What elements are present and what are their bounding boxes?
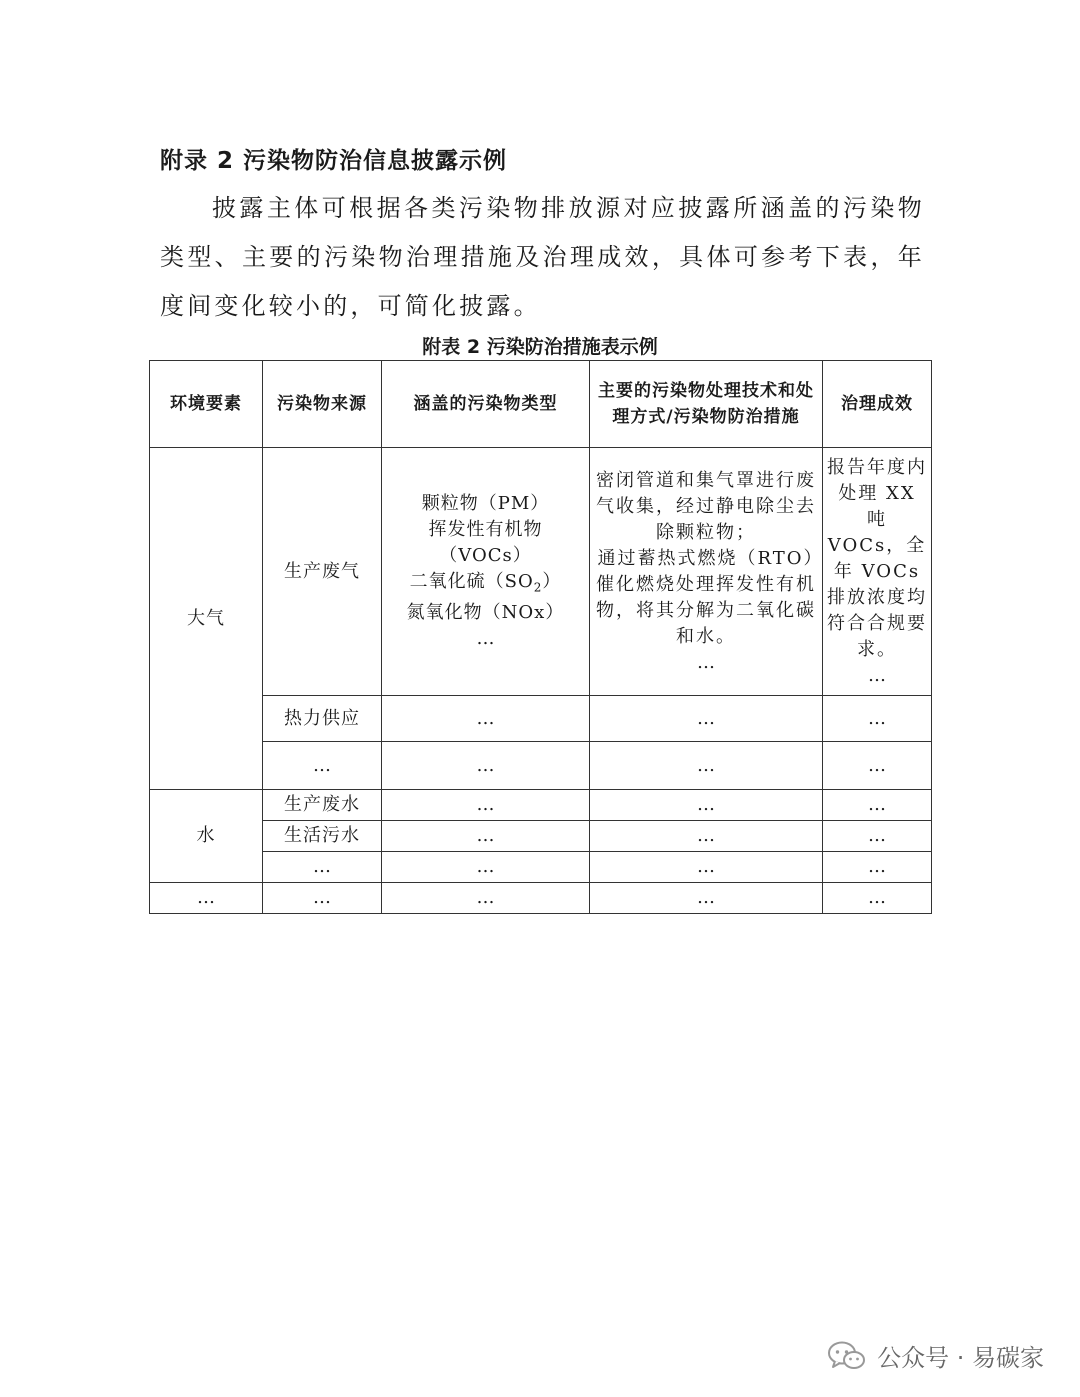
cell-source-air-2: 热力供应 bbox=[263, 696, 382, 742]
table-row bbox=[150, 448, 932, 696]
wechat-icon bbox=[827, 1340, 867, 1372]
cell-dots: … bbox=[823, 790, 932, 821]
table-header-row bbox=[150, 361, 932, 448]
pollution-measures-table bbox=[149, 360, 932, 914]
table-caption: 附表 2 污染防治措施表示例 bbox=[422, 336, 658, 358]
cell-dots: … bbox=[590, 742, 823, 790]
cell-dots: … bbox=[590, 696, 823, 742]
cell-source-water-3: … bbox=[263, 852, 382, 883]
cell-dots: … bbox=[263, 883, 382, 914]
header-measures: 主要的污染物处理技术和处理方式/污染物防治措施 bbox=[590, 361, 823, 448]
cell-element-air: 大气 bbox=[150, 448, 263, 790]
cell-dots: … bbox=[382, 821, 590, 852]
cell-dots: … bbox=[823, 696, 932, 742]
cell-dots: … bbox=[823, 821, 932, 852]
cell-dots: … bbox=[590, 790, 823, 821]
cell-source-air-1: 生产废气 bbox=[263, 448, 382, 696]
cell-dots: … bbox=[590, 821, 823, 852]
table-row bbox=[150, 852, 932, 883]
table-row bbox=[150, 790, 932, 821]
appendix-heading: 附录 2 污染物防治信息披露示例 bbox=[160, 148, 508, 174]
cell-element-other: … bbox=[150, 883, 263, 914]
cell-dots: … bbox=[382, 852, 590, 883]
cell-dots: … bbox=[382, 742, 590, 790]
table-row bbox=[150, 696, 932, 742]
header-effect: 治理成效 bbox=[823, 361, 932, 448]
cell-dots: … bbox=[590, 883, 823, 914]
cell-dots: … bbox=[823, 883, 932, 914]
cell-dots: … bbox=[823, 852, 932, 883]
cell-dots: … bbox=[590, 852, 823, 883]
header-source: 污染物来源 bbox=[263, 361, 382, 448]
cell-dots: … bbox=[823, 742, 932, 790]
cell-effect-air: 报告年度内处理 XX 吨 VOCs，全年 VOCs 排放浓度均符合合规要求。 … bbox=[823, 448, 932, 696]
table-row bbox=[150, 883, 932, 914]
cell-source-water-1: 生产废水 bbox=[263, 790, 382, 821]
cell-types-air: 颗粒物（PM） 挥发性有机物 （VOCs） 二氧化硫$(SO_2)$ 氮氧化物（NOx） … bbox=[382, 448, 590, 696]
cell-dots: … bbox=[382, 696, 590, 742]
header-types: 涵盖的污染物类型 bbox=[382, 361, 590, 448]
cell-dots: … bbox=[382, 883, 590, 914]
cell-dots: … bbox=[382, 790, 590, 821]
cell-source-water-2: 生活污水 bbox=[263, 821, 382, 852]
header-element: 环境要素 bbox=[150, 361, 263, 448]
watermark-text: 公众号 · 易碳家 bbox=[877, 1344, 1044, 1372]
watermark-footer bbox=[827, 1338, 1044, 1373]
table-row bbox=[150, 742, 932, 790]
intro-paragraph: 披露主体可根据各类污染物排放源对应披露所涵盖的污染物类型、主要的污染物治理措施及治理成效，具体可参考下表，年度间变化较小的，可简化披露。 bbox=[160, 194, 925, 320]
cell-source-air-3: … bbox=[263, 742, 382, 790]
cell-element-water: 水 bbox=[150, 790, 263, 883]
table-row bbox=[150, 821, 932, 852]
cell-measures-air: 密闭管道和集气罩进行废气收集，经过静电除尘去除颗粒物； 通过蓄热式燃烧（RTO）催化燃烧处理挥发性有机物，将其分解为二氧化碳和水。 … bbox=[590, 448, 823, 696]
